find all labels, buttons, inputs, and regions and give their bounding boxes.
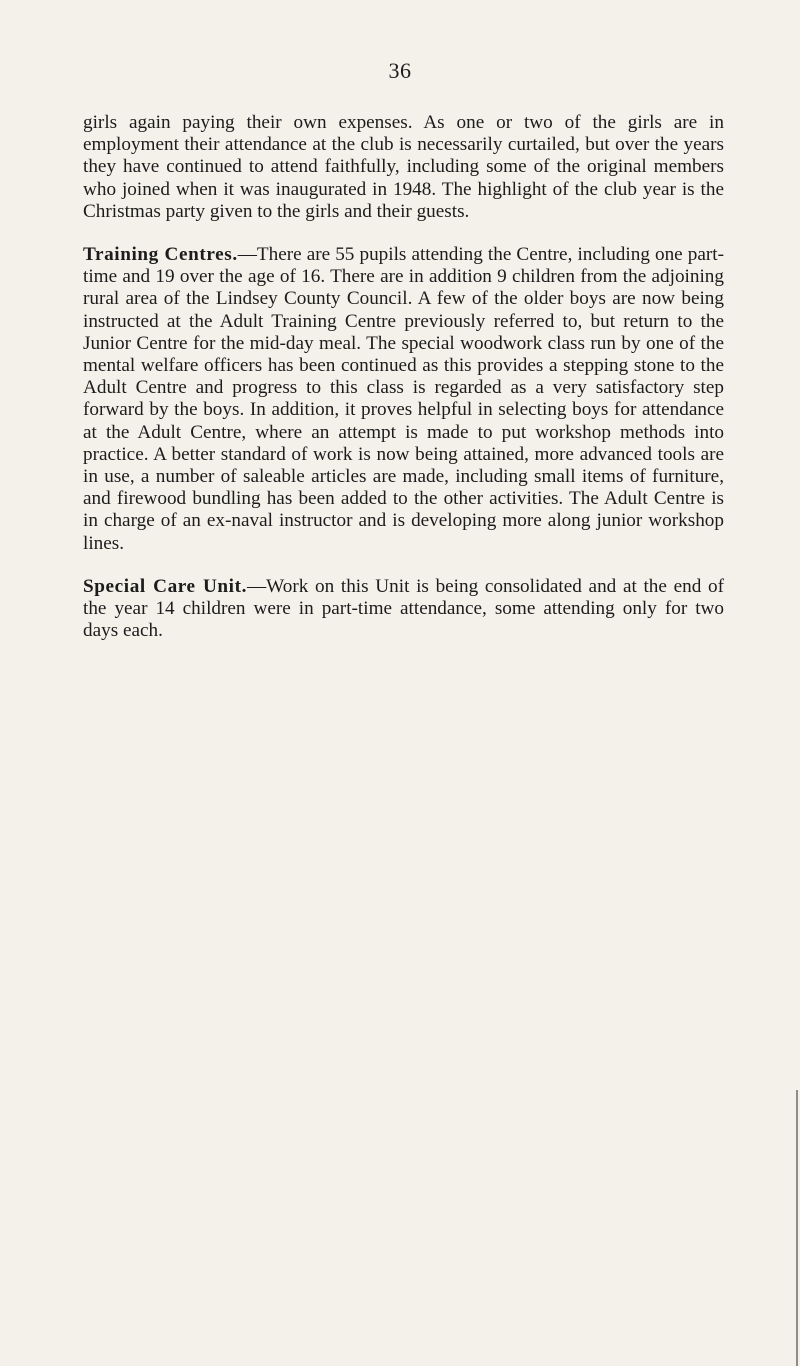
paragraph-text: —Work on this Unit is being consolidated and at the end of the year 14 children were in part-time attendance, some attending only for two days each.: [83, 575, 724, 642]
paragraph-special-care-unit: [83, 576, 724, 643]
document-body: [83, 112, 724, 642]
section-heading-training-centres: Training Centres.: [83, 244, 238, 266]
paragraph-training-centres: [83, 244, 724, 555]
section-heading-special-care-unit: Special Care Unit.: [83, 575, 247, 597]
paragraph-text: girls again paying their own expenses. As one or two of the girls are in employment their attendance at the club is necessarily curtailed, but over the years they have continued to attend faithfully, including some of the original members who joined when it was inaugurated in 1948. The highlight of the club year is the Christmas party given to the girls and their guests.: [83, 112, 724, 222]
page-edge-shadow: [796, 1090, 798, 1366]
page-number: 36: [388, 58, 412, 83]
paragraph-girls-club: [83, 112, 724, 223]
paragraph-text: —There are 55 pupils attending the Centre, including one part-time and 19 over the age of 16. There are in addition 9 children from the adjoining rural area of the Lindsey County Council. A few of the older boys are now being instructed at the Adult Training Centre previously referred to, but return to the Junior Centre for the mid-day meal. The special woodwork class run by one of the mental welfare officers has been continued as this provides a stepping stone to the Adult Centre and progress to this class is regarded as a very satisfactory step forward by the boys. In addition, it proves helpful in selecting boys for attendance at the Adult Centre, where an attempt is made to put workshop methods into practice. A better standard of work is now being attained, more advanced tools are in use, a number of saleable articles are made, including small items of furniture, and firewood bundling has been added to the other activities. The Adult Centre is in charge of an ex-naval instructor and is developing more along junior workshop lines.: [83, 244, 724, 554]
